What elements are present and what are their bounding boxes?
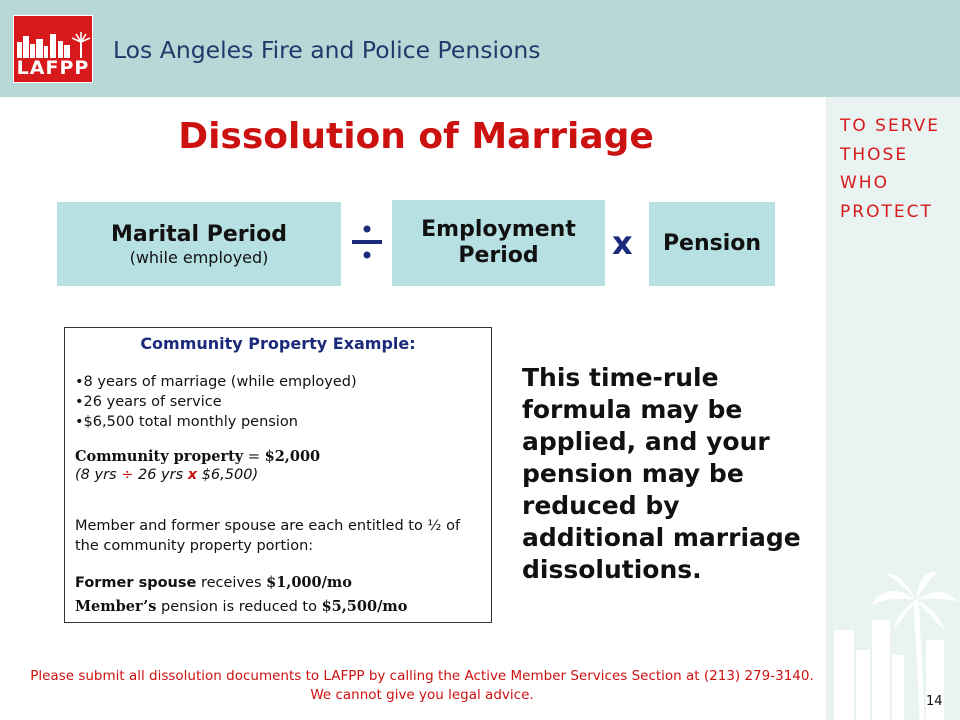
- tagline-line: TO SERVE: [840, 116, 940, 136]
- tagline-line: THOSE: [840, 144, 909, 165]
- skyline-icon: [14, 30, 92, 58]
- page-number: 14: [926, 694, 943, 709]
- tagline-line: PROTECT: [840, 201, 933, 222]
- pension-label: Pension: [662, 231, 762, 256]
- cp-label: Community property: [75, 448, 244, 465]
- footer-note: Please submit all dissolution documents to LAFPP by calling the Active Member Services Section at (213) 279-3140. We cannot give you legal advice.: [30, 668, 814, 703]
- employment-period-label-2: Period: [458, 243, 539, 268]
- multiply-sign: x: [612, 224, 633, 262]
- cp-value: $2,000: [264, 448, 321, 465]
- former-value: $1,000/mo: [266, 574, 352, 591]
- tagline: [840, 112, 940, 226]
- community-property-example: [64, 327, 492, 623]
- bullet-item: •8 years of marriage (while employed): [75, 374, 357, 390]
- example-title: Community Property Example:: [140, 334, 416, 353]
- slide-title: Dissolution of Marriage: [178, 116, 654, 157]
- former-label: Former spouse: [75, 575, 197, 591]
- tagline-line: WHO: [840, 173, 889, 193]
- member-label: Member’s: [75, 598, 157, 615]
- calc-multiply: x: [187, 467, 198, 483]
- cp-eq: =: [243, 449, 265, 465]
- calc-divide: ÷: [121, 467, 134, 483]
- employment-period-label-1: Employment: [421, 217, 576, 242]
- calc-part3: $6,500): [197, 467, 259, 483]
- org-name: Los Angeles Fire and Police Pensions: [113, 36, 541, 64]
- lafpp-logo: [13, 15, 93, 83]
- member-mid: pension is reduced to: [156, 599, 322, 615]
- divide-icon: [350, 222, 384, 262]
- former-spouse-line: [75, 574, 352, 591]
- marital-period-box: [57, 202, 341, 286]
- member-line: [75, 598, 407, 615]
- community-property-line: [75, 447, 320, 467]
- calc-part2: 26 yrs: [133, 467, 188, 483]
- bullet-item: •$6,500 total monthly pension: [75, 414, 298, 430]
- example-bullets: [75, 372, 357, 432]
- logo-text: LAFPP: [16, 57, 90, 79]
- marital-period-label: Marital Period: [111, 221, 287, 247]
- calc-part1: (8 yrs: [75, 467, 122, 483]
- pension-box: [649, 202, 775, 286]
- sidebar-header-band: [826, 0, 960, 97]
- header-bar: [0, 0, 826, 97]
- calculation-line: [75, 467, 258, 483]
- former-mid: receives: [196, 575, 267, 591]
- member-value: $5,500/mo: [321, 598, 408, 615]
- time-rule-note: This time-rule formula may be applied, and your pension may be reduced by additional marriage dissolutions.: [522, 363, 801, 584]
- employment-period-box: [392, 200, 605, 286]
- marital-period-sub: (while employed): [129, 247, 269, 267]
- bullet-item: •26 years of service: [75, 394, 222, 410]
- entitlement-note: Member and former spouse are each entitled to ½ of the community property portion:: [75, 518, 461, 554]
